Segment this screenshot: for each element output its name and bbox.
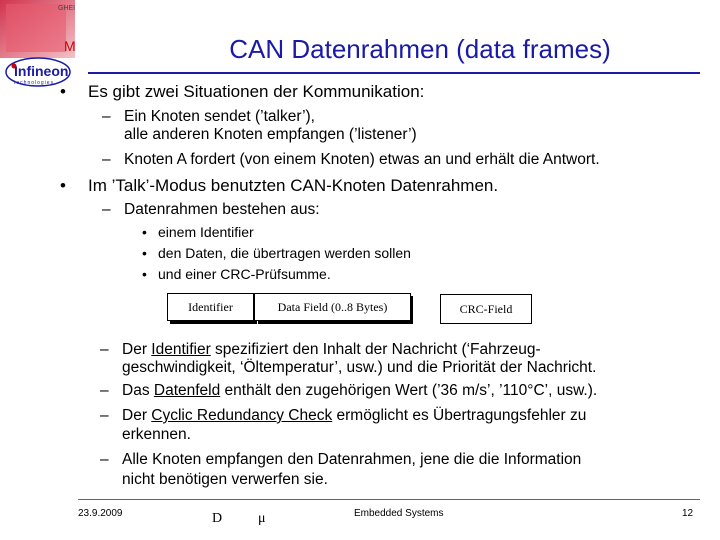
footer-date: 23.9.2009 [78,508,123,519]
bullet-1: Es gibt zwei Situationen der Kommunikation: [88,82,425,101]
detail-4-line-2: nicht benötigen verwerfen sie. [122,471,328,488]
dash-marker: – [102,151,111,168]
detail-4-line-1: Alle Knoten empfangen den Datenrahmen, jene die die Information [122,451,582,468]
page-title: CAN Datenrahmen (data frames) [229,34,611,64]
dot-marker: • [142,224,147,240]
bullet-1-sub-1-line-2: alle anderen Knoten empfangen (’listener’) [124,126,417,143]
detail-text: enthält den zugehörigen Wert (’36 m/s’, ’110°C’, usw.). [220,382,598,399]
logo-letter: M [64,38,76,54]
detail-2 [122,382,597,400]
detail-text: Das [122,382,154,399]
bullet-1-sub-1-line-1: Ein Knoten sendet (’talker’), [124,108,315,125]
logo-text: Infineon [14,63,69,79]
footer-divider [78,499,700,500]
dash-marker: – [100,382,109,399]
detail-3-line-2: erkennen. [122,426,191,443]
title-divider [88,72,700,74]
bullet-1-sub-2: Knoten A fordert (von einem Knoten) etwas an und erhält die Antwort. [124,151,600,168]
identifier-term: Identifier [151,341,211,358]
detail-text: spezifiziert den Inhalt der Nachricht (‘Fahrzeug- [210,341,541,358]
footer-center: Embedded Systems [354,508,444,519]
bullet-2-item-2: den Daten, die übertragen werden sollen [158,245,411,261]
detail-1-line-2: geschwindigkeit, ‘Öltemperatur’, usw.) und die Priorität der Nachricht. [122,359,597,376]
dash-marker: – [100,407,109,424]
footer-glyph-d: D [212,511,223,526]
crc-field-box [440,294,532,324]
bullet-2-sub-1: Datenrahmen bestehen aus: [124,201,320,218]
dot-marker: • [142,266,147,282]
crc-term: Cyclic Redundancy Check [151,407,333,424]
detail-3-line-1 [122,407,586,425]
logo-subtext: technologies [14,80,55,86]
dash-marker: – [100,451,109,468]
bullet-marker: • [60,82,66,101]
dash-marker: – [100,341,109,358]
corner-tag: GHEI [58,5,76,12]
bullet-2-item-1: einem Identifier [158,224,254,240]
bullet-2-item-3: und einer CRC-Prüfsumme. [158,266,331,282]
bullet-marker: • [60,176,66,195]
detail-text: Der [122,341,152,358]
page-number: 12 [682,508,694,519]
dash-marker: – [102,108,111,125]
detail-text: ermöglicht es Übertragungsfehler zu [332,407,587,424]
dot-marker: • [142,245,147,261]
identifier-box [167,293,254,321]
identifier-label: Identifier [188,299,233,314]
data-field-box [254,293,411,321]
footer-glyph-mu: μ [258,511,266,526]
bullet-2: Im ’Talk’-Modus benutzten CAN-Knoten Datenrahmen. [88,176,499,195]
detail-1-line-1 [122,341,541,359]
datenfeld-term: Datenfeld [153,382,221,399]
data-field-label: Data Field (0..8 Bytes) [277,299,388,314]
crc-field-label: CRC-Field [459,301,513,316]
detail-text: Der [122,407,152,424]
dash-marker: – [102,201,111,218]
